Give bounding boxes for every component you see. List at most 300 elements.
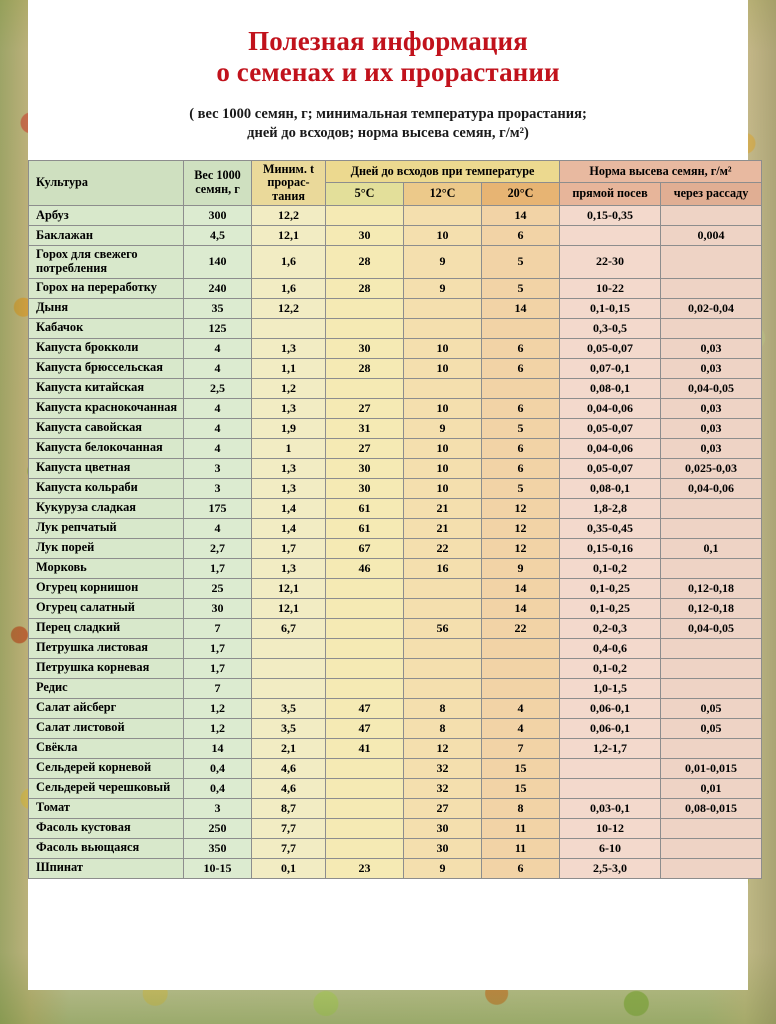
- cell-temp: 0,1: [252, 858, 326, 878]
- cell-direct: 0,05-0,07: [560, 418, 661, 438]
- cell-name: Морковь: [29, 558, 184, 578]
- cell-seedling: 0,08-0,015: [661, 798, 762, 818]
- cell-direct: 0,03-0,1: [560, 798, 661, 818]
- cell-weight: 3: [184, 798, 252, 818]
- seeds-table: [28, 160, 762, 879]
- cell-direct: 0,3-0,5: [560, 318, 661, 338]
- cell-direct: 0,08-0,1: [560, 378, 661, 398]
- cell-direct: 1,0-1,5: [560, 678, 661, 698]
- cell-name: Огурец корнишон: [29, 578, 184, 598]
- cell-weight: 4,5: [184, 226, 252, 246]
- cell-weight: 0,4: [184, 758, 252, 778]
- cell-temp: 1,7: [252, 538, 326, 558]
- cell-d5: [326, 658, 404, 678]
- cell-temp: 4,6: [252, 778, 326, 798]
- cell-direct: 0,15-0,35: [560, 206, 661, 226]
- table-row: [29, 678, 762, 698]
- title-line-2: о семенах и их прорастании: [216, 57, 560, 88]
- table-row: [29, 538, 762, 558]
- table-row: [29, 278, 762, 298]
- cell-d20: 8: [482, 798, 560, 818]
- cell-d20: 4: [482, 718, 560, 738]
- cell-seedling: 0,04-0,05: [661, 378, 762, 398]
- header-direct-sowing: прямой посев: [560, 183, 661, 206]
- cell-weight: 4: [184, 358, 252, 378]
- cell-seedling: 0,04-0,06: [661, 478, 762, 498]
- subtitle-line-1: ( вес 1000 семян, г; минимальная температура прорастания;: [189, 105, 587, 122]
- cell-temp: 12,1: [252, 226, 326, 246]
- cell-d5: 30: [326, 458, 404, 478]
- cell-d12: 30: [404, 818, 482, 838]
- cell-weight: 1,2: [184, 718, 252, 738]
- cell-weight: 0,4: [184, 778, 252, 798]
- table-row: [29, 658, 762, 678]
- cell-temp: 1,9: [252, 418, 326, 438]
- cell-d5: 31: [326, 418, 404, 438]
- cell-seedling: 0,04-0,05: [661, 618, 762, 638]
- cell-name: Лук порей: [29, 538, 184, 558]
- cell-temp: [252, 318, 326, 338]
- cell-d20: 7: [482, 738, 560, 758]
- cell-d5: [326, 598, 404, 618]
- cell-d5: [326, 678, 404, 698]
- cell-direct: 0,1-0,25: [560, 578, 661, 598]
- cell-weight: 10-15: [184, 858, 252, 878]
- cell-d20: 12: [482, 538, 560, 558]
- cell-d12: 9: [404, 858, 482, 878]
- cell-weight: 125: [184, 318, 252, 338]
- cell-temp: [252, 638, 326, 658]
- cell-d12: 30: [404, 838, 482, 858]
- cell-temp: 1,6: [252, 278, 326, 298]
- cell-weight: 3: [184, 458, 252, 478]
- title-line-1: Полезная информация: [248, 26, 528, 56]
- table-row: [29, 498, 762, 518]
- cell-weight: 35: [184, 298, 252, 318]
- table-row: [29, 858, 762, 878]
- cell-d12: [404, 378, 482, 398]
- cell-d20: 4: [482, 698, 560, 718]
- cell-seedling: [661, 858, 762, 878]
- cell-direct: 1,8-2,8: [560, 498, 661, 518]
- cell-d5: [326, 758, 404, 778]
- cell-name: Баклажан: [29, 226, 184, 246]
- cell-d20: 6: [482, 438, 560, 458]
- cell-seedling: [661, 818, 762, 838]
- table-row: [29, 478, 762, 498]
- cell-d5: 28: [326, 246, 404, 279]
- cell-weight: 14: [184, 738, 252, 758]
- cell-name: Фасоль кустовая: [29, 818, 184, 838]
- cell-name: Капуста брюссельская: [29, 358, 184, 378]
- cell-weight: 240: [184, 278, 252, 298]
- cell-direct: 6-10: [560, 838, 661, 858]
- cell-temp: 12,1: [252, 578, 326, 598]
- cell-direct: [560, 758, 661, 778]
- cell-name: Петрушка листовая: [29, 638, 184, 658]
- cell-d12: 9: [404, 246, 482, 279]
- cell-name: Шпинат: [29, 858, 184, 878]
- cell-d20: 22: [482, 618, 560, 638]
- cell-seedling: 0,03: [661, 438, 762, 458]
- cell-name: Кабачок: [29, 318, 184, 338]
- cell-d20: 6: [482, 226, 560, 246]
- cell-d5: 27: [326, 438, 404, 458]
- header-culture: Культура: [29, 160, 184, 205]
- cell-d12: 9: [404, 278, 482, 298]
- cell-d5: [326, 618, 404, 638]
- cell-seedling: 0,02-0,04: [661, 298, 762, 318]
- cell-d5: 28: [326, 358, 404, 378]
- cell-temp: 1,4: [252, 518, 326, 538]
- cell-seedling: [661, 246, 762, 279]
- cell-temp: 1,3: [252, 458, 326, 478]
- table-row: [29, 398, 762, 418]
- cell-weight: 4: [184, 418, 252, 438]
- cell-seedling: 0,12-0,18: [661, 578, 762, 598]
- table-row: [29, 578, 762, 598]
- cell-direct: 0,08-0,1: [560, 478, 661, 498]
- table-row: [29, 338, 762, 358]
- page-subtitle: [28, 105, 748, 144]
- cell-weight: 350: [184, 838, 252, 858]
- cell-d20: 6: [482, 458, 560, 478]
- cell-direct: 0,4-0,6: [560, 638, 661, 658]
- cell-d20: [482, 378, 560, 398]
- cell-temp: 8,7: [252, 798, 326, 818]
- cell-seedling: [661, 738, 762, 758]
- cell-d5: [326, 318, 404, 338]
- cell-d12: 10: [404, 338, 482, 358]
- cell-temp: 7,7: [252, 838, 326, 858]
- cell-direct: 2,5-3,0: [560, 858, 661, 878]
- cell-seedling: 0,12-0,18: [661, 598, 762, 618]
- cell-d12: [404, 206, 482, 226]
- table-row: [29, 558, 762, 578]
- cell-d20: 6: [482, 338, 560, 358]
- cell-temp: 3,5: [252, 698, 326, 718]
- cell-d20: 14: [482, 298, 560, 318]
- cell-weight: 4: [184, 438, 252, 458]
- cell-name: Капуста цветная: [29, 458, 184, 478]
- cell-name: Томат: [29, 798, 184, 818]
- cell-weight: 300: [184, 206, 252, 226]
- table-row: [29, 838, 762, 858]
- cell-temp: 1,3: [252, 478, 326, 498]
- cell-d12: 9: [404, 418, 482, 438]
- cell-temp: 1,3: [252, 338, 326, 358]
- cell-weight: 1,7: [184, 638, 252, 658]
- cell-temp: 3,5: [252, 718, 326, 738]
- cell-direct: 0,04-0,06: [560, 398, 661, 418]
- cell-temp: 7,7: [252, 818, 326, 838]
- cell-name: Редис: [29, 678, 184, 698]
- cell-d5: 61: [326, 498, 404, 518]
- cell-seedling: [661, 678, 762, 698]
- header-t12: 12°C: [404, 183, 482, 206]
- cell-name: Капуста китайская: [29, 378, 184, 398]
- cell-d12: 10: [404, 458, 482, 478]
- cell-d5: [326, 798, 404, 818]
- cell-seedling: 0,05: [661, 718, 762, 738]
- cell-d12: 21: [404, 498, 482, 518]
- table-row: [29, 698, 762, 718]
- cell-seedling: 0,025-0,03: [661, 458, 762, 478]
- cell-name: Арбуз: [29, 206, 184, 226]
- cell-d12: [404, 638, 482, 658]
- table-row: [29, 358, 762, 378]
- cell-d12: 10: [404, 478, 482, 498]
- cell-temp: 4,6: [252, 758, 326, 778]
- cell-name: Салат айсберг: [29, 698, 184, 718]
- cell-d20: 5: [482, 246, 560, 279]
- cell-temp: 1,1: [252, 358, 326, 378]
- cell-weight: 2,5: [184, 378, 252, 398]
- cell-weight: 250: [184, 818, 252, 838]
- cell-name: Кукуруза сладкая: [29, 498, 184, 518]
- cell-d20: 6: [482, 398, 560, 418]
- cell-d20: 12: [482, 498, 560, 518]
- cell-name: Свёкла: [29, 738, 184, 758]
- cell-seedling: 0,05: [661, 698, 762, 718]
- cell-temp: 1: [252, 438, 326, 458]
- cell-d20: 11: [482, 838, 560, 858]
- cell-d5: [326, 298, 404, 318]
- cell-d12: 27: [404, 798, 482, 818]
- cell-direct: 10-22: [560, 278, 661, 298]
- cell-weight: 30: [184, 598, 252, 618]
- cell-direct: 0,1-0,2: [560, 658, 661, 678]
- cell-d5: 47: [326, 698, 404, 718]
- cell-d5: 46: [326, 558, 404, 578]
- cell-d20: 5: [482, 278, 560, 298]
- cell-temp: 12,1: [252, 598, 326, 618]
- cell-temp: 1,3: [252, 558, 326, 578]
- cell-direct: 0,06-0,1: [560, 698, 661, 718]
- cell-name: Дыня: [29, 298, 184, 318]
- cell-d12: 21: [404, 518, 482, 538]
- cell-weight: 140: [184, 246, 252, 279]
- table-row: [29, 418, 762, 438]
- cell-d20: [482, 678, 560, 698]
- cell-weight: 4: [184, 518, 252, 538]
- cell-d12: 22: [404, 538, 482, 558]
- table-row: [29, 518, 762, 538]
- cell-direct: 1,2-1,7: [560, 738, 661, 758]
- header-seedling: через рассаду: [661, 183, 762, 206]
- cell-d20: 5: [482, 478, 560, 498]
- cell-seedling: [661, 318, 762, 338]
- cell-direct: 0,15-0,16: [560, 538, 661, 558]
- header-days-group: Дней до всходов при температуре: [326, 160, 560, 183]
- cell-d20: 15: [482, 778, 560, 798]
- cell-weight: 7: [184, 678, 252, 698]
- cell-direct: 0,05-0,07: [560, 458, 661, 478]
- table-row: [29, 206, 762, 226]
- table-row: [29, 638, 762, 658]
- cell-d12: 32: [404, 758, 482, 778]
- table-row: [29, 298, 762, 318]
- table-row: [29, 818, 762, 838]
- header-t20: 20°C: [482, 183, 560, 206]
- table-row: [29, 798, 762, 818]
- cell-temp: 1,4: [252, 498, 326, 518]
- table-row: [29, 318, 762, 338]
- cell-seedling: [661, 838, 762, 858]
- cell-direct: 0,04-0,06: [560, 438, 661, 458]
- cell-d12: 12: [404, 738, 482, 758]
- cell-d5: [326, 206, 404, 226]
- cell-seedling: 0,03: [661, 398, 762, 418]
- cell-name: Горох для свежего потребления: [29, 246, 184, 279]
- cell-seedling: [661, 658, 762, 678]
- subtitle-line-2: дней до всходов; норма высева семян, г/м²): [247, 125, 529, 142]
- table-row: [29, 718, 762, 738]
- cell-seedling: 0,01: [661, 778, 762, 798]
- cell-name: Капуста брокколи: [29, 338, 184, 358]
- cell-name: Лук репчатый: [29, 518, 184, 538]
- cell-d12: 8: [404, 698, 482, 718]
- cell-weight: 4: [184, 398, 252, 418]
- cell-name: Капуста белокочанная: [29, 438, 184, 458]
- cell-seedling: 0,03: [661, 418, 762, 438]
- cell-seedling: [661, 278, 762, 298]
- table-row: [29, 378, 762, 398]
- cell-d12: [404, 318, 482, 338]
- cell-d20: [482, 318, 560, 338]
- cell-d12: 32: [404, 778, 482, 798]
- cell-d12: [404, 598, 482, 618]
- cell-direct: 22-30: [560, 246, 661, 279]
- header-t5: 5°C: [326, 183, 404, 206]
- cell-weight: 7: [184, 618, 252, 638]
- cell-d20: [482, 658, 560, 678]
- cell-temp: 12,2: [252, 206, 326, 226]
- table-row: [29, 758, 762, 778]
- cell-seedling: 0,03: [661, 358, 762, 378]
- cell-d20: 11: [482, 818, 560, 838]
- cell-weight: 25: [184, 578, 252, 598]
- header-min-temp: Миним. t прорас-тания: [252, 160, 326, 205]
- cell-temp: 1,3: [252, 398, 326, 418]
- cell-d5: [326, 838, 404, 858]
- cell-direct: 0,07-0,1: [560, 358, 661, 378]
- cell-d5: 27: [326, 398, 404, 418]
- cell-direct: 0,1-0,25: [560, 598, 661, 618]
- cell-d12: 16: [404, 558, 482, 578]
- cell-direct: [560, 778, 661, 798]
- cell-d12: [404, 578, 482, 598]
- cell-d20: [482, 638, 560, 658]
- table-row: [29, 438, 762, 458]
- cell-d20: 14: [482, 206, 560, 226]
- cell-d12: [404, 298, 482, 318]
- header-norm-group: Норма высева семян, г/м²: [560, 160, 762, 183]
- cell-d5: 41: [326, 738, 404, 758]
- cell-d5: [326, 778, 404, 798]
- cell-name: Капуста кольраби: [29, 478, 184, 498]
- cell-d20: 12: [482, 518, 560, 538]
- header-weight: Вес 1000 семян, г: [184, 160, 252, 205]
- cell-weight: 2,7: [184, 538, 252, 558]
- cell-d20: 5: [482, 418, 560, 438]
- cell-d20: 14: [482, 578, 560, 598]
- cell-name: Сельдерей черешковый: [29, 778, 184, 798]
- cell-name: Петрушка корневая: [29, 658, 184, 678]
- cell-d12: 10: [404, 226, 482, 246]
- cell-name: Фасоль вьющаяся: [29, 838, 184, 858]
- cell-temp: 1,6: [252, 246, 326, 279]
- cell-direct: 0,06-0,1: [560, 718, 661, 738]
- cell-d5: 28: [326, 278, 404, 298]
- page-title: [28, 0, 748, 89]
- cell-d20: 6: [482, 858, 560, 878]
- cell-d20: 15: [482, 758, 560, 778]
- cell-name: Капуста краснокочанная: [29, 398, 184, 418]
- cell-d5: 23: [326, 858, 404, 878]
- table-row: [29, 598, 762, 618]
- poster-sheet: [28, 0, 748, 990]
- cell-name: Горох на переработку: [29, 278, 184, 298]
- cell-d12: 10: [404, 358, 482, 378]
- cell-d20: 14: [482, 598, 560, 618]
- cell-d5: 47: [326, 718, 404, 738]
- cell-name: Сельдерей корневой: [29, 758, 184, 778]
- table-row: [29, 458, 762, 478]
- cell-d5: [326, 818, 404, 838]
- cell-seedling: 0,01-0,015: [661, 758, 762, 778]
- cell-temp: 1,2: [252, 378, 326, 398]
- cell-temp: 12,2: [252, 298, 326, 318]
- cell-seedling: [661, 206, 762, 226]
- cell-d12: 10: [404, 438, 482, 458]
- cell-name: Огурец салатный: [29, 598, 184, 618]
- cell-seedling: [661, 518, 762, 538]
- cell-direct: 10-12: [560, 818, 661, 838]
- cell-temp: 2,1: [252, 738, 326, 758]
- cell-d5: [326, 638, 404, 658]
- cell-temp: [252, 678, 326, 698]
- cell-d20: 9: [482, 558, 560, 578]
- cell-direct: 0,35-0,45: [560, 518, 661, 538]
- cell-seedling: [661, 498, 762, 518]
- cell-weight: 1,2: [184, 698, 252, 718]
- cell-seedling: [661, 558, 762, 578]
- table-row: [29, 618, 762, 638]
- cell-weight: 4: [184, 338, 252, 358]
- cell-direct: 0,1-0,2: [560, 558, 661, 578]
- cell-d12: [404, 658, 482, 678]
- cell-direct: 0,1-0,15: [560, 298, 661, 318]
- cell-d5: 30: [326, 478, 404, 498]
- cell-d12: 10: [404, 398, 482, 418]
- cell-seedling: 0,03: [661, 338, 762, 358]
- cell-direct: [560, 226, 661, 246]
- cell-d5: 67: [326, 538, 404, 558]
- cell-d12: [404, 678, 482, 698]
- cell-seedling: [661, 638, 762, 658]
- cell-temp: [252, 658, 326, 678]
- table-body: [29, 206, 762, 879]
- cell-d5: 30: [326, 338, 404, 358]
- table-row: [29, 778, 762, 798]
- cell-name: Капуста савойская: [29, 418, 184, 438]
- cell-name: Перец сладкий: [29, 618, 184, 638]
- cell-d20: 6: [482, 358, 560, 378]
- table-row: [29, 738, 762, 758]
- table-header: [29, 160, 762, 205]
- cell-weight: 175: [184, 498, 252, 518]
